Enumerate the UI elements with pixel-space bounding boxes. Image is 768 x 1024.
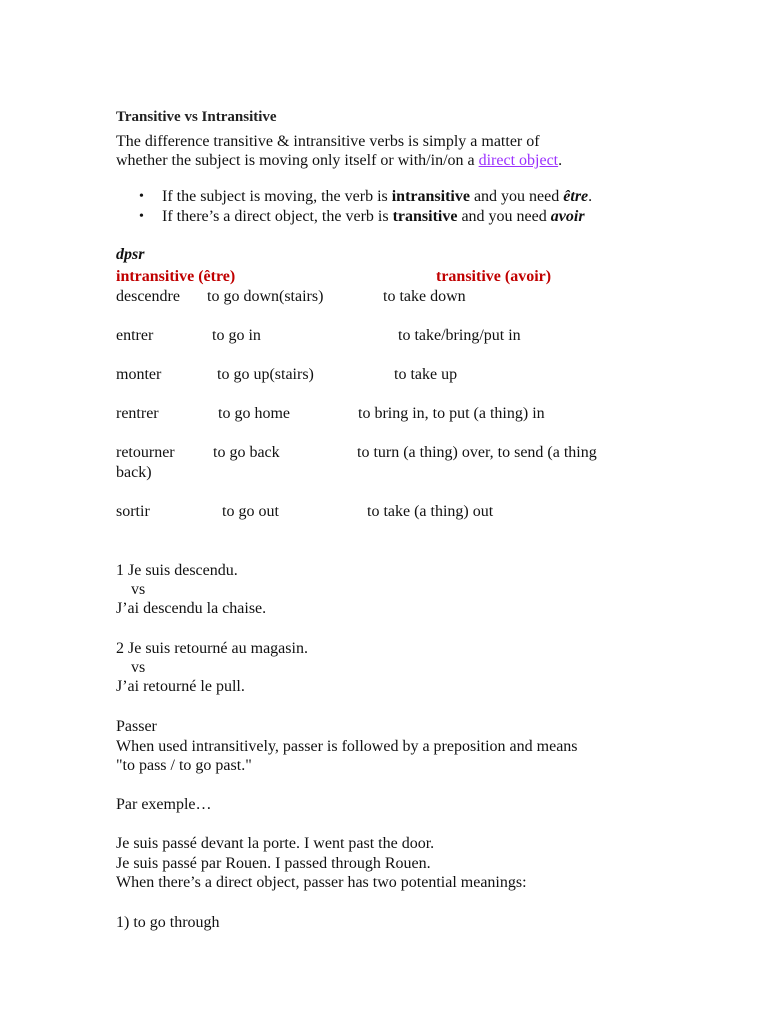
example-1-transitive: J’ai descendu la chaise. xyxy=(116,600,267,617)
passer-direct-object-note: When there’s a direct object, passer has two potential meanings: xyxy=(116,874,527,891)
bullet-text: If there’s a direct object, the verb is xyxy=(162,208,393,225)
verb-transitive-meaning: to take down xyxy=(383,288,466,305)
intro-line-2 xyxy=(116,151,562,171)
verb-transitive-meaning: to take up xyxy=(394,366,458,383)
passer-example-1: Je suis passé devant la porte. I went past the door. xyxy=(116,835,435,852)
header-transitive: transitive (avoir) xyxy=(436,268,552,285)
verb-intransitive-meaning: to go back xyxy=(213,444,280,461)
verb-intransitive-meaning: to go in xyxy=(212,327,261,344)
example-1-intransitive: 1 Je suis descendu. xyxy=(116,562,238,579)
bullet-text: and you need xyxy=(457,208,551,225)
passer-example-2: Je suis passé par Rouen. I passed through Rouen. xyxy=(116,855,431,872)
verb-intransitive-meaning: to go out xyxy=(222,503,279,520)
passer-line-2: "to pass / to go past." xyxy=(116,757,252,774)
intro-line-2-end: . xyxy=(558,152,563,169)
passer-meaning-1: 1) to go through xyxy=(116,914,220,931)
example-1-vs: vs xyxy=(131,581,146,598)
passer-heading: Passer xyxy=(116,718,157,735)
verb-name: entrer xyxy=(116,327,154,344)
bullet-keyword: transitive xyxy=(392,208,458,225)
bullet-item-intransitive xyxy=(162,187,592,207)
verb-transitive-meaning: to bring in, to put (a thing) in xyxy=(358,405,545,422)
verb-name: descendre xyxy=(116,288,180,305)
intro-line-2-text: whether the subject is moving only itself or with/in/on a xyxy=(116,152,479,169)
verb-name: retourner xyxy=(116,444,175,461)
verb-transitive-meaning: to turn (a thing) over, to send (a thing xyxy=(357,444,597,461)
verb-intransitive-meaning: to go home xyxy=(218,405,290,422)
bullet-text: If the subject is moving, the verb is xyxy=(162,188,392,205)
bullet-auxiliary: avoir xyxy=(550,208,585,225)
example-2-vs: vs xyxy=(131,659,146,676)
verb-transitive-meaning: to take (a thing) out xyxy=(367,503,494,520)
example-2-transitive: J’ai retourné le pull. xyxy=(116,678,245,695)
verb-intransitive-meaning: to go down(stairs) xyxy=(207,288,324,305)
intro-line-1: The difference transitive & intransitive verbs is simply a matter of xyxy=(116,133,540,150)
bullet-text: and you need xyxy=(469,188,564,205)
mnemonic: dpsr xyxy=(116,246,145,263)
verb-transitive-meaning-continued: back) xyxy=(116,464,152,481)
verb-name: monter xyxy=(116,366,162,383)
page-title: Transitive vs Intransitive xyxy=(116,109,277,125)
bullet-keyword: intransitive xyxy=(391,188,470,205)
verb-name: rentrer xyxy=(116,405,159,422)
header-intransitive: intransitive (être) xyxy=(116,268,236,285)
bullet-auxiliary: être xyxy=(563,188,589,205)
example-2-intransitive: 2 Je suis retourné au magasin. xyxy=(116,640,308,657)
direct-object-link[interactable]: direct object xyxy=(478,152,559,169)
verb-name: sortir xyxy=(116,503,150,520)
bullet-dot-icon: • xyxy=(139,189,144,204)
bullet-text: . xyxy=(588,188,593,205)
par-exemple: Par exemple… xyxy=(116,796,212,813)
bullet-dot-icon: • xyxy=(139,209,144,224)
bullet-item-transitive xyxy=(162,207,585,227)
passer-line-1: When used intransitively, passer is followed by a preposition and means xyxy=(116,738,578,755)
verb-transitive-meaning: to take/bring/put in xyxy=(398,327,521,344)
verb-intransitive-meaning: to go up(stairs) xyxy=(217,366,314,383)
